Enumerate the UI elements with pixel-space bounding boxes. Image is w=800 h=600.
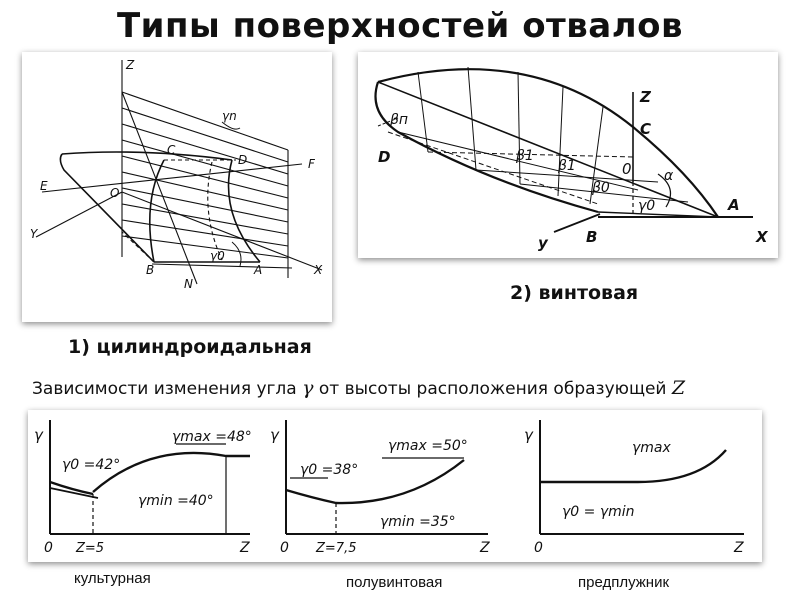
graph-caption-culture: культурная: [74, 570, 151, 587]
graph-skimmer: [524, 420, 744, 556]
graph2-ann-max: γmax =50°: [388, 438, 468, 454]
label-alpha: α: [664, 168, 674, 184]
subtitle-prefix: Зависимости изменения угла: [32, 379, 297, 399]
helical-diagram: [358, 52, 778, 258]
graph2-z-tick: Z=7,5: [316, 541, 357, 556]
label-gamma-0: γ0: [638, 198, 656, 214]
label-beta-p: βп: [390, 112, 409, 128]
graph2-origin: 0: [280, 540, 289, 556]
graph2-z-axis: Z: [480, 540, 490, 556]
label-n: N: [184, 277, 193, 291]
label-d: D: [378, 148, 391, 166]
graph-culture: [34, 420, 252, 556]
label-zero: 0: [622, 160, 632, 178]
subtitle-middle: от высоты расположения образующей: [318, 379, 667, 399]
helical-drawing: [358, 52, 778, 258]
label-gamma-n: γn: [222, 109, 237, 123]
graph2-ann-start: γ0 =38°: [300, 462, 359, 478]
graph1-z-axis: Z: [240, 540, 250, 556]
graph1-z-tick: Z=5: [76, 541, 105, 556]
caption-helical: 2) винтовая: [510, 282, 639, 304]
graph-caption-semi-helical: полувинтовая: [346, 574, 443, 591]
subtitle-gamma: γ: [302, 377, 314, 399]
label-a: A: [728, 196, 740, 214]
label-a: A: [254, 263, 263, 277]
label-c: C: [167, 143, 176, 157]
label-b: B: [586, 228, 598, 246]
label-z: Z: [126, 58, 135, 72]
graph1-ann-min: γmin =40°: [138, 493, 214, 509]
graph3-origin: 0: [534, 540, 543, 556]
graph3-z-axis: Z: [734, 540, 744, 556]
label-gamma-0: γ0: [210, 249, 225, 263]
angle-graphs-panel: [28, 410, 762, 562]
label-beta1-b: β1: [558, 158, 576, 174]
page-title: Типы поверхностей отвалов: [116, 6, 683, 46]
graph1-origin: 0: [44, 540, 53, 556]
label-x: X: [756, 228, 768, 246]
angle-graphs: [28, 410, 762, 562]
graph1-ann-start: γ0 =42°: [62, 457, 121, 473]
graph3-ann-max: γmax: [632, 440, 671, 456]
label-b: B: [146, 263, 155, 277]
label-x: X: [314, 263, 323, 277]
cylindroidal-diagram: [22, 52, 332, 322]
label-d: D: [238, 153, 248, 167]
subtitle-z: Z: [671, 377, 686, 399]
graph1-ann-max: γmax =48°: [172, 429, 252, 445]
cylindroidal-drawing: [22, 52, 332, 322]
graph-semi-helical: [270, 420, 490, 556]
label-beta1-a: β1: [516, 148, 534, 164]
caption-cylindroidal: 1) цилиндроидальная: [68, 336, 312, 358]
graph3-ann-eq: γ0 = γmin: [562, 504, 635, 520]
label-o: O: [110, 186, 120, 200]
label-f: F: [308, 157, 315, 171]
label-beta-0: β0: [592, 180, 610, 196]
label-y: y: [538, 234, 548, 252]
graph1-y-axis: γ: [34, 426, 43, 444]
graph2-y-axis: γ: [270, 426, 279, 444]
graph3-y-axis: γ: [524, 426, 533, 444]
graph2-ann-min: γmin =35°: [380, 514, 456, 530]
dependency-subtitle: [32, 377, 685, 399]
label-z: Z: [640, 88, 651, 106]
label-e: E: [40, 179, 48, 193]
label-c: C: [640, 120, 652, 138]
label-y: Y: [30, 227, 38, 241]
graph-caption-skimmer: предплужник: [578, 574, 670, 591]
